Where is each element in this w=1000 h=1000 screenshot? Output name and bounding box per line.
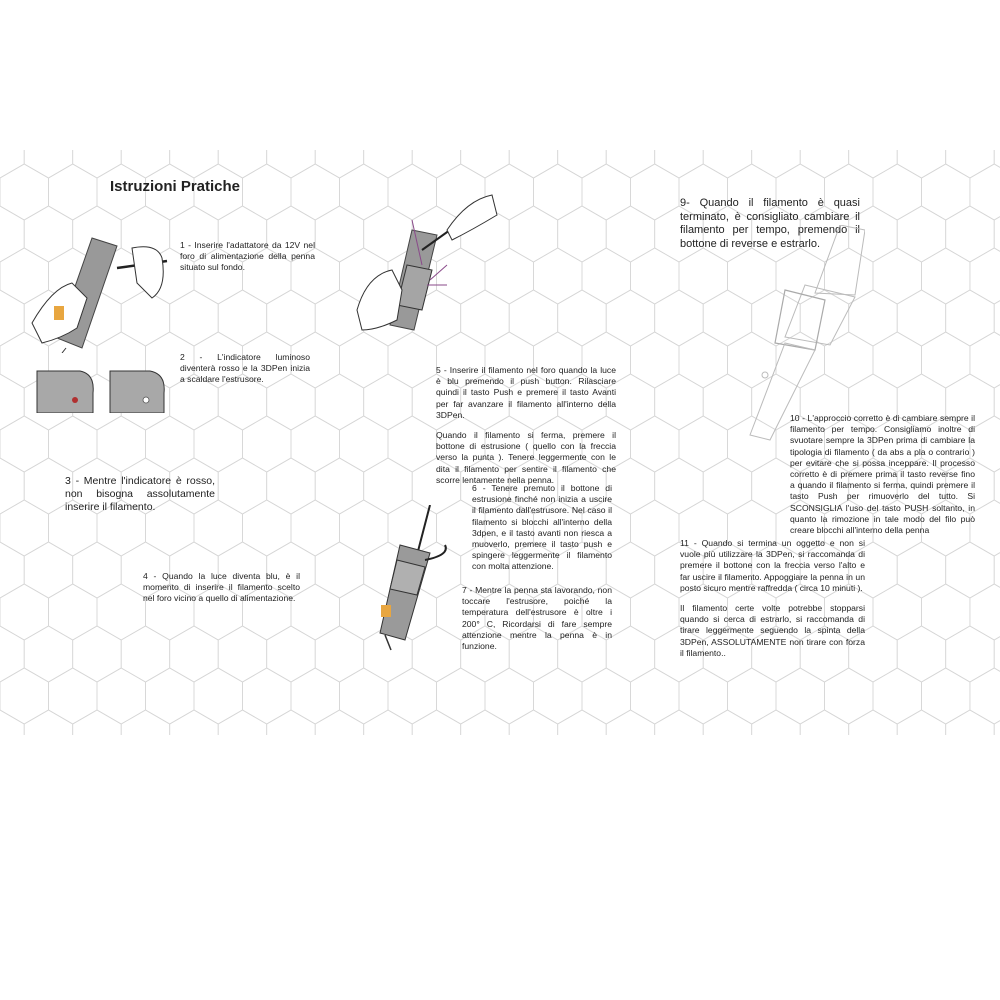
hexagon-cell [170, 710, 219, 735]
hexagon-cell [922, 248, 970, 304]
hexagon-cell [49, 164, 98, 220]
hexagon-cell [946, 150, 995, 178]
hexagon-cell [558, 710, 607, 735]
hexagon-cell [800, 150, 849, 178]
hexagon-cell [994, 374, 1000, 430]
hexagon-cell [897, 150, 946, 178]
hexagon-cell [315, 710, 364, 735]
hexagon-cell [631, 584, 680, 640]
hexagon-cell [752, 150, 801, 178]
hexagon-cell [97, 416, 146, 472]
hexagon-cell [388, 416, 437, 472]
hexagon-cell [291, 668, 340, 724]
hexagon-cell [679, 332, 728, 388]
hexagon-cell [218, 150, 267, 178]
hexagon-cell [73, 150, 122, 178]
hexagon-cell [606, 626, 655, 682]
hexagon-cell [0, 416, 49, 472]
illustration-inserting-filament [352, 190, 502, 340]
hexagon-cell [121, 710, 170, 735]
hexagon-cell [437, 668, 486, 724]
hexagon-cell [946, 290, 995, 346]
illustration-hand-plugging-adapter [22, 228, 182, 353]
hexagon-cell [679, 416, 728, 472]
step-5-paragraph-1: 5 - Inserire il filamento nel foro quando la luce è blu premendo il push button. Rilasciare quindi il tasto Push e premere il tasto Avanti per far avanzare il filamento all'interno della 3DPen. [436, 365, 616, 420]
hexagon-cell [364, 150, 413, 178]
step-5-text [436, 365, 616, 495]
hexagon-cell [582, 248, 631, 304]
hexagon-cell [73, 710, 122, 735]
hexagon-cell [873, 248, 922, 304]
hexagon-cell [946, 542, 995, 598]
hexagon-cell [606, 542, 655, 598]
hexagon-cell [606, 710, 655, 735]
hexagon-cell [146, 416, 195, 472]
step-4-text: 4 - Quando la luce diventa blu, è il momento di inserire il filamento scelto nel foro vicino a quello di alimentazione. [143, 571, 300, 604]
hexagon-cell [73, 626, 122, 682]
hexagon-cell [218, 290, 267, 346]
hexagon-cell [146, 668, 195, 724]
hexagon-cell [509, 150, 558, 178]
hexagon-cell [606, 206, 655, 262]
hexagon-cell [946, 626, 995, 682]
hexagon-cell [0, 290, 24, 346]
hexagon-cell [461, 150, 510, 178]
hexagon-cell [946, 206, 995, 262]
hexagon-cell [0, 584, 49, 640]
hexagon-cell [655, 150, 704, 178]
hexagon-cell [243, 164, 292, 220]
hexagon-cell [994, 458, 1000, 514]
hexagon-cell [534, 164, 583, 220]
hexagon-cell [0, 164, 49, 220]
step-11-paragraph-2: Il filamento certe volte potrebbe stopparsi quando si cerca di estrarlo, si raccomanda di tirare leggermente seguendo la spinta della 3DPen, ASSOLUTAMENTE non tirare con forza il filamento.. [680, 603, 865, 658]
hexagon-cell [24, 542, 72, 598]
hexagon-cell [825, 668, 874, 724]
hexagon-cell [243, 500, 292, 556]
hexagon-cell [0, 150, 24, 178]
hexagon-cell [0, 458, 24, 514]
hexagon-cell [509, 710, 558, 735]
hexagon-cell [994, 710, 1000, 735]
hexagon-cell [194, 668, 243, 724]
hexagon-cell [267, 150, 316, 178]
step-7-text: 7 - Mentre la penna sta lavorando, non toccare l'estrusore, poiché la temperatura dell'estrusore è oltre i 200° C, Ricordarsi di fare sempre attenzione mentre la penna è in funzione. [462, 585, 612, 652]
hexagon-cell [703, 710, 752, 735]
hexagon-cell [364, 710, 413, 735]
hexagon-cell [49, 584, 98, 640]
illustration-pen-extruding [355, 505, 455, 655]
hexagon-cell [582, 164, 631, 220]
hexagon-cell [291, 500, 340, 556]
hexagon-cell [315, 150, 364, 178]
hexagon-cell [412, 150, 461, 178]
step-6-text: 6 - Tenere premuto il bottone di estrusione finché non inizia a uscire il filamento dall'estrusore. Nel caso il filamento si blocchi all'interno della 3dpen, e il tasto avanti non riesca a muoverlo, premere il tasto push e spingere leggermente il filamento con molta attenzione. [472, 483, 612, 572]
hexagon-cell [970, 248, 1000, 304]
hexagon-cell [73, 542, 122, 598]
hexagon-cell [655, 374, 704, 430]
hexagon-cell [970, 584, 1000, 640]
hexagon-cell [461, 710, 510, 735]
hexagon-cell [388, 668, 437, 724]
page-title: Istruzioni Pratiche [110, 178, 241, 195]
hexagon-cell [994, 206, 1000, 262]
hexagon-cell [243, 416, 292, 472]
hexagon-cell [267, 458, 316, 514]
hexagon-cell [0, 374, 24, 430]
hexagon-cell [631, 668, 680, 724]
hexagon-cell [218, 458, 267, 514]
step-1-text: 1 - Inserire l'adattatore da 12V nel foro di alimentazione della penna situato sul fondo. [180, 240, 315, 273]
hexagon-cell [0, 500, 49, 556]
hexagon-cell [631, 164, 680, 220]
hexagon-cell [509, 290, 558, 346]
hexagon-cell [340, 416, 389, 472]
hexagon-cell [922, 668, 970, 724]
hexagon-cell [534, 668, 583, 724]
hexagon-cell [849, 710, 898, 735]
hexagon-cell [121, 626, 170, 682]
hexagon-cell [631, 332, 680, 388]
hexagon-cell [121, 150, 170, 178]
hexagon-cell [703, 150, 752, 178]
hexagon-cell [582, 668, 631, 724]
hexagon-cell [0, 542, 24, 598]
hexagon-cell [994, 626, 1000, 682]
hexagon-cell [291, 416, 340, 472]
hexagon-cell [728, 668, 777, 724]
hexagon-cell [218, 710, 267, 735]
hexagon-cell [97, 668, 146, 724]
hexagon-cell [970, 332, 1000, 388]
step-3-text: 3 - Mentre l'indicatore è rosso, non bisogna assolutamente inserire il filamento. [65, 475, 215, 514]
hexagon-cell [267, 290, 316, 346]
hexagon-cell [485, 668, 534, 724]
hexagon-cell [267, 710, 316, 735]
hexagon-cell [0, 206, 24, 262]
hexagon-cell [776, 668, 825, 724]
hexagon-cell [873, 164, 922, 220]
hexagon-cell [994, 150, 1000, 178]
hexagon-cell [97, 584, 146, 640]
hexagon-cell [0, 626, 24, 682]
hexagon-cell [24, 150, 72, 178]
hexagon-cell [946, 710, 995, 735]
hexagon-cell [49, 668, 98, 724]
hexagon-cell [873, 668, 922, 724]
hexagon-cell [24, 710, 72, 735]
hexagon-cell [800, 710, 849, 735]
illustration-blue-indicator [108, 368, 168, 413]
hexagon-cell [243, 668, 292, 724]
hexagon-cell [509, 206, 558, 262]
illustration-red-indicator [35, 368, 97, 413]
hexagon-cell [752, 710, 801, 735]
hexagon-cell [315, 374, 364, 430]
hexagon-cell [703, 458, 752, 514]
hexagon-cell [0, 668, 49, 724]
hexagon-cell [655, 290, 704, 346]
hexagon-cell [267, 626, 316, 682]
hexagon-cell [606, 150, 655, 178]
step-2-text: 2 - L'indicatore luminoso diventerà rosso e la 3DPen inizia a scaldare l'estrusore. [180, 352, 310, 385]
step-11-text [680, 538, 865, 668]
hexagon-cell [218, 626, 267, 682]
hexagon-cell [679, 668, 728, 724]
hexagon-cell [0, 710, 24, 735]
hexagon-cell [897, 710, 946, 735]
hexagon-cell [922, 164, 970, 220]
hexagon-cell [970, 668, 1000, 724]
hexagon-cell [534, 248, 583, 304]
hexagon-cell [49, 416, 98, 472]
hexagon-cell [291, 164, 340, 220]
hexagon-cell [897, 206, 946, 262]
hexagon-cell [631, 416, 680, 472]
hexagon-cell [679, 248, 728, 304]
hexagon-cell [631, 500, 680, 556]
step-10-text: 10 - L'approccio corretto è di cambiare sempre il filamento per tempo. Consigliamo inoltre di svuotare sempre la 3DPen prima di cambiare la tipologia di filamento ( da abs a pla o contrario ) per evitare che si possa incepparе. Il processo corretto è di premere prima il tasto reverse fino a quando il filamento si ferma, quindi premere il tasto Push per rimuoverlo del tutto. Si SCONSIGLIA l'uso del tasto PUSH soltanto, in quanto la rimozione in tale modo del filo può creare blocchi all'interno della penna [790, 413, 975, 536]
hexagon-cell [606, 290, 655, 346]
hexagon-cell [873, 332, 922, 388]
hexagon-cell [412, 710, 461, 735]
hexagon-cell [655, 458, 704, 514]
hexagon-cell [558, 206, 607, 262]
hexagon-cell [970, 164, 1000, 220]
hexagon-cell [922, 332, 970, 388]
hexagon-cell [897, 542, 946, 598]
step-9-text: 9- Quando il filamento è quasi terminato, è consigliato cambiare il filamento per tempo, premendo il bottone di reverse e estrarlo. [680, 197, 860, 250]
hexagon-cell [873, 584, 922, 640]
hexagon-cell [340, 332, 389, 388]
hexagon-cell [24, 626, 72, 682]
step-5-paragraph-2: Quando il filamento si ferma, premere il bottone di estrusione ( quello con la freccia verso la punta ). Tenere leggermente con le dita il filamento per sentire il filamento che scorre lentamente nella penna. [436, 430, 616, 485]
hexagon-cell [655, 710, 704, 735]
hexagon-cell [170, 150, 219, 178]
hexagon-cell [897, 290, 946, 346]
hexagon-cell [922, 584, 970, 640]
hexagon-cell [340, 668, 389, 724]
hexagon-cell [170, 626, 219, 682]
hexagon-cell [994, 542, 1000, 598]
hexagon-cell [388, 332, 437, 388]
hexagon-cell [994, 290, 1000, 346]
hexagon-cell [631, 248, 680, 304]
hexagon-cell [849, 150, 898, 178]
hexagon-cell [897, 626, 946, 682]
step-11-paragraph-1: 11 - Quando si termina un oggetto e non si vuole più utilizzare la 3DPen, si raccomanda di premere il bottone con la freccia verso l'alto e far uscire il filamento. Appoggiare la penna in un posto sicuro mentre raffredda ( circa 10 minuti ). [680, 538, 865, 593]
hexagon-cell [194, 416, 243, 472]
hexagon-cell [364, 374, 413, 430]
hexagon-cell [558, 150, 607, 178]
hexagon-cell [558, 290, 607, 346]
